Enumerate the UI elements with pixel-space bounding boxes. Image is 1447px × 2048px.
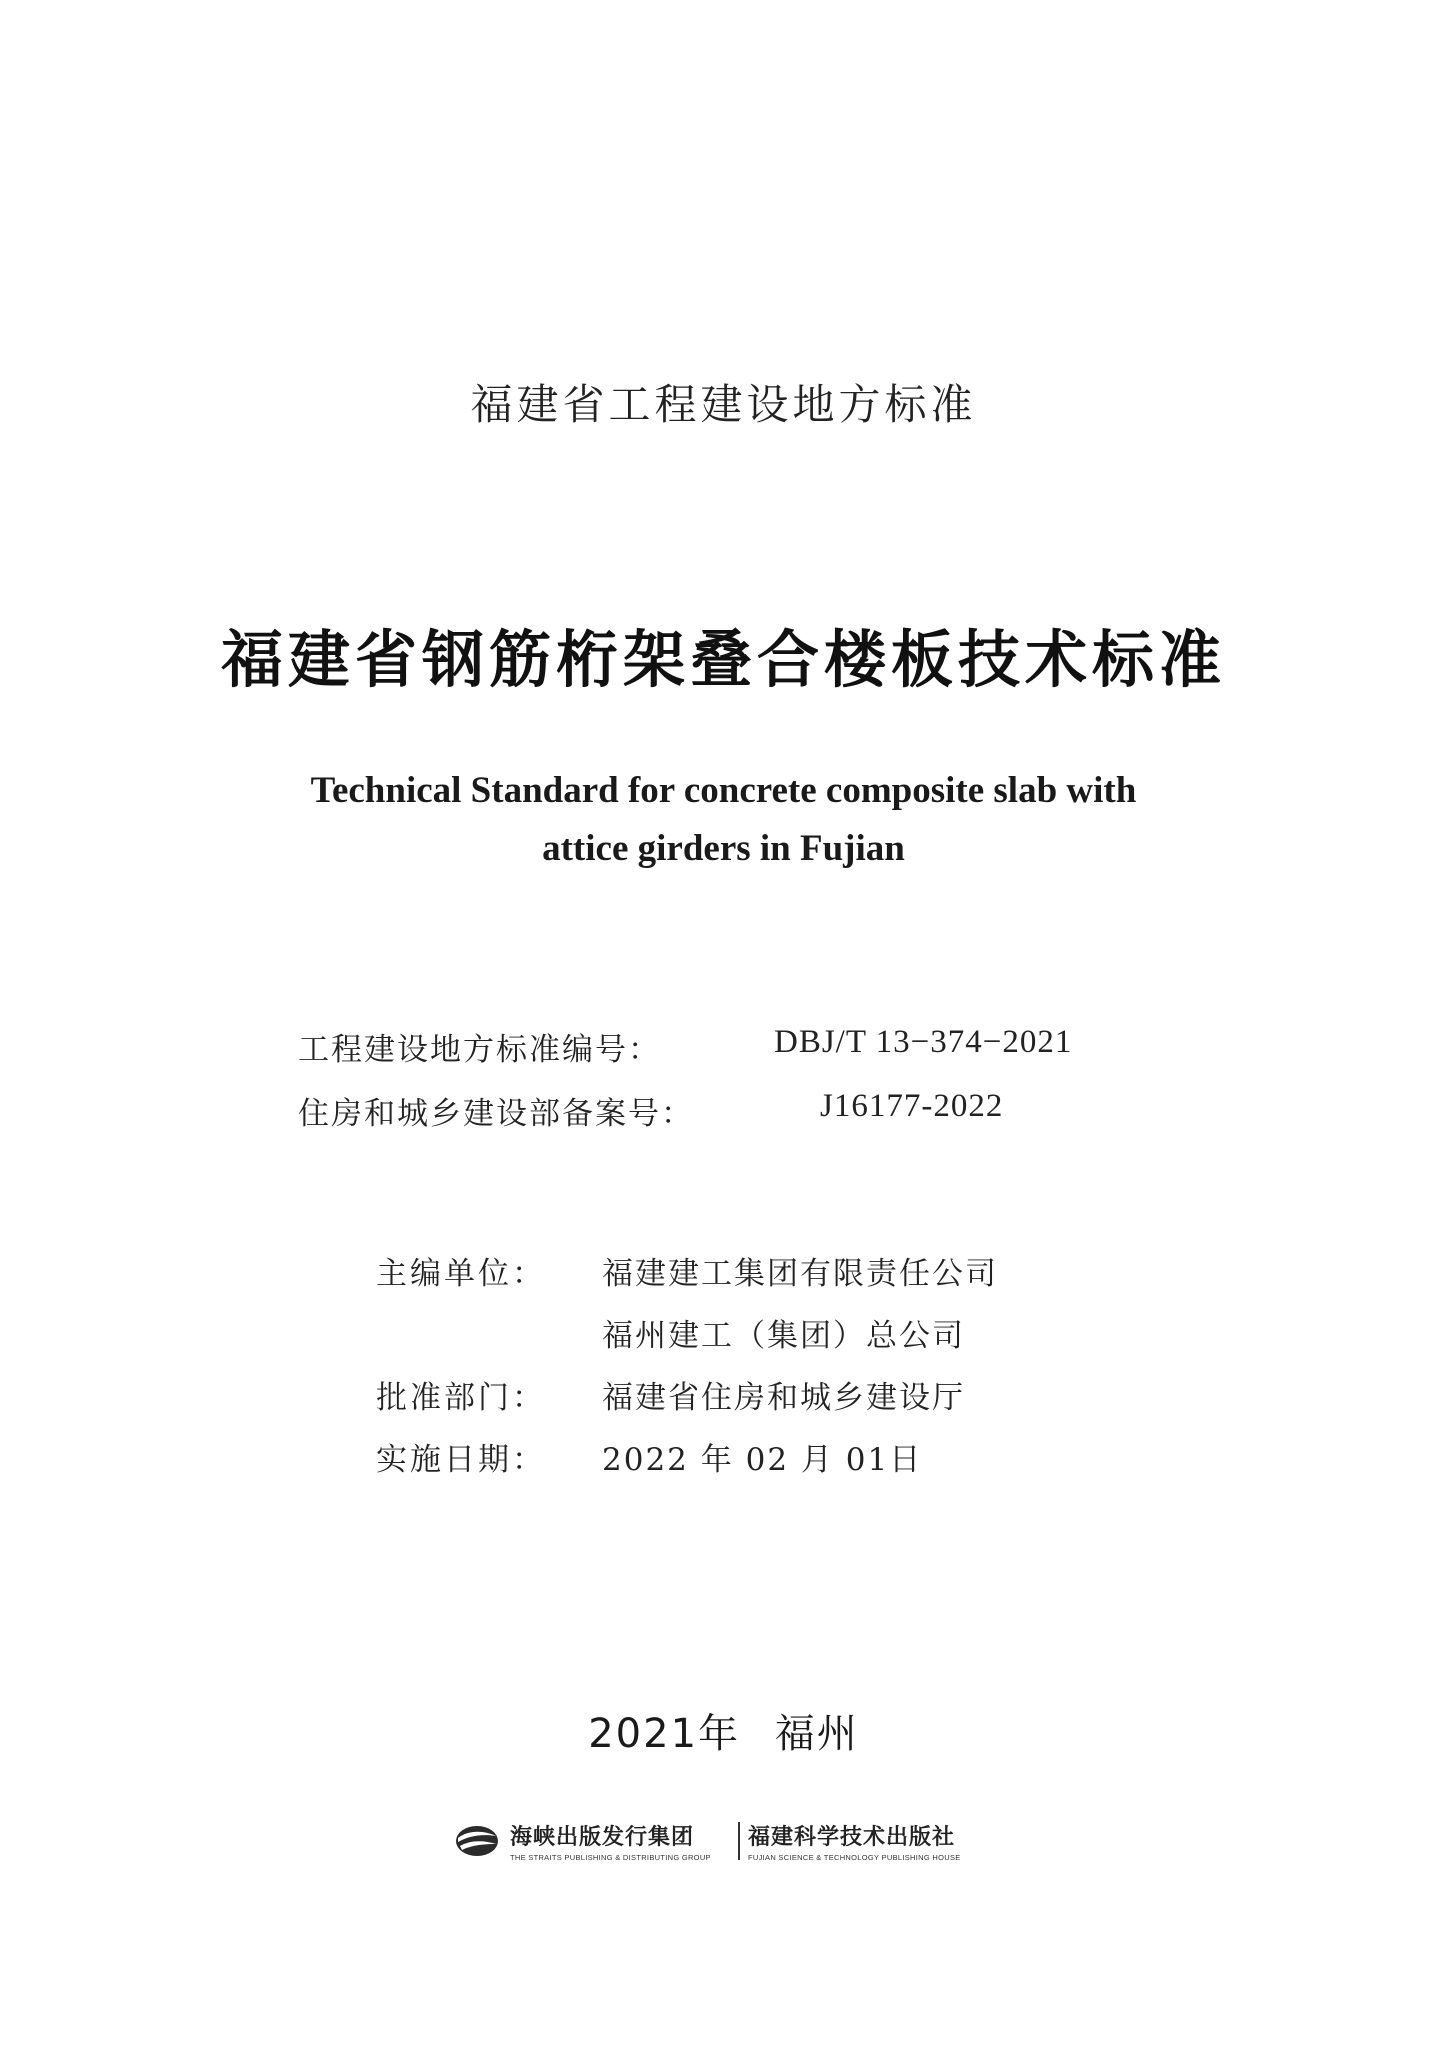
local-standard-number-value: DBJ/T 13−374−2021 bbox=[774, 1024, 1073, 1060]
series-title: 福建省工程建设地方标准 bbox=[470, 380, 977, 429]
chief-editor-value-2: 福州建工（集团）总公司 bbox=[602, 1318, 965, 1354]
approval-department-label: 批准部门： bbox=[376, 1380, 546, 1416]
chief-editor-row-2 bbox=[376, 1310, 1276, 1372]
title-english-line-2: attice girders in Fujian bbox=[542, 828, 905, 869]
effective-date-value: 2022 年 02 月 01日 bbox=[602, 1442, 923, 1478]
publishing-group-english: THE STRAITS PUBLISHING & DISTRIBUTING GROUP bbox=[510, 1853, 711, 1862]
publication-year: 2021年 bbox=[588, 1711, 741, 1757]
approval-department-row bbox=[376, 1372, 1276, 1434]
publishing-house bbox=[748, 1820, 961, 1862]
publishing-group-name: 海峡出版发行集团 bbox=[510, 1825, 695, 1850]
year-and-place bbox=[0, 1702, 1447, 1759]
record-number-value: J16177-2022 bbox=[820, 1088, 1004, 1124]
standard-codes bbox=[298, 1024, 1298, 1152]
title-english-line-1: Technical Standard for concrete composite slab with bbox=[310, 770, 1137, 811]
publishing-house-name: 福建科学技术出版社 bbox=[748, 1825, 956, 1850]
chief-editor-label: 主编单位： bbox=[376, 1256, 546, 1292]
publishing-house-english: FUJIAN SCIENCE & TECHNOLOGY PUBLISHING HOUSE bbox=[748, 1853, 961, 1862]
effective-date-label: 实施日期： bbox=[376, 1442, 546, 1478]
publisher-block bbox=[454, 1818, 1014, 1866]
effective-date-row bbox=[376, 1434, 1276, 1496]
title-chinese: 福建省钢筋桁架叠合楼板技术标准 bbox=[220, 623, 1226, 696]
approval-department-value: 福建省住房和城乡建设厅 bbox=[602, 1380, 965, 1416]
record-number-label: 住房和城乡建设部备案号： bbox=[298, 1096, 694, 1132]
local-standard-number-label: 工程建设地方标准编号： bbox=[298, 1032, 661, 1068]
chief-editor-row bbox=[376, 1248, 1276, 1310]
publication-place: 福州 bbox=[774, 1711, 859, 1757]
record-number-row bbox=[298, 1088, 1298, 1152]
title-english bbox=[0, 762, 1447, 878]
publisher-divider bbox=[738, 1822, 740, 1860]
local-standard-number-row bbox=[298, 1024, 1298, 1088]
publishing-group bbox=[510, 1820, 711, 1862]
publication-info bbox=[376, 1248, 1276, 1496]
chief-editor-value: 福建建工集团有限责任公司 bbox=[602, 1256, 998, 1292]
publisher-logo-icon bbox=[454, 1824, 500, 1858]
